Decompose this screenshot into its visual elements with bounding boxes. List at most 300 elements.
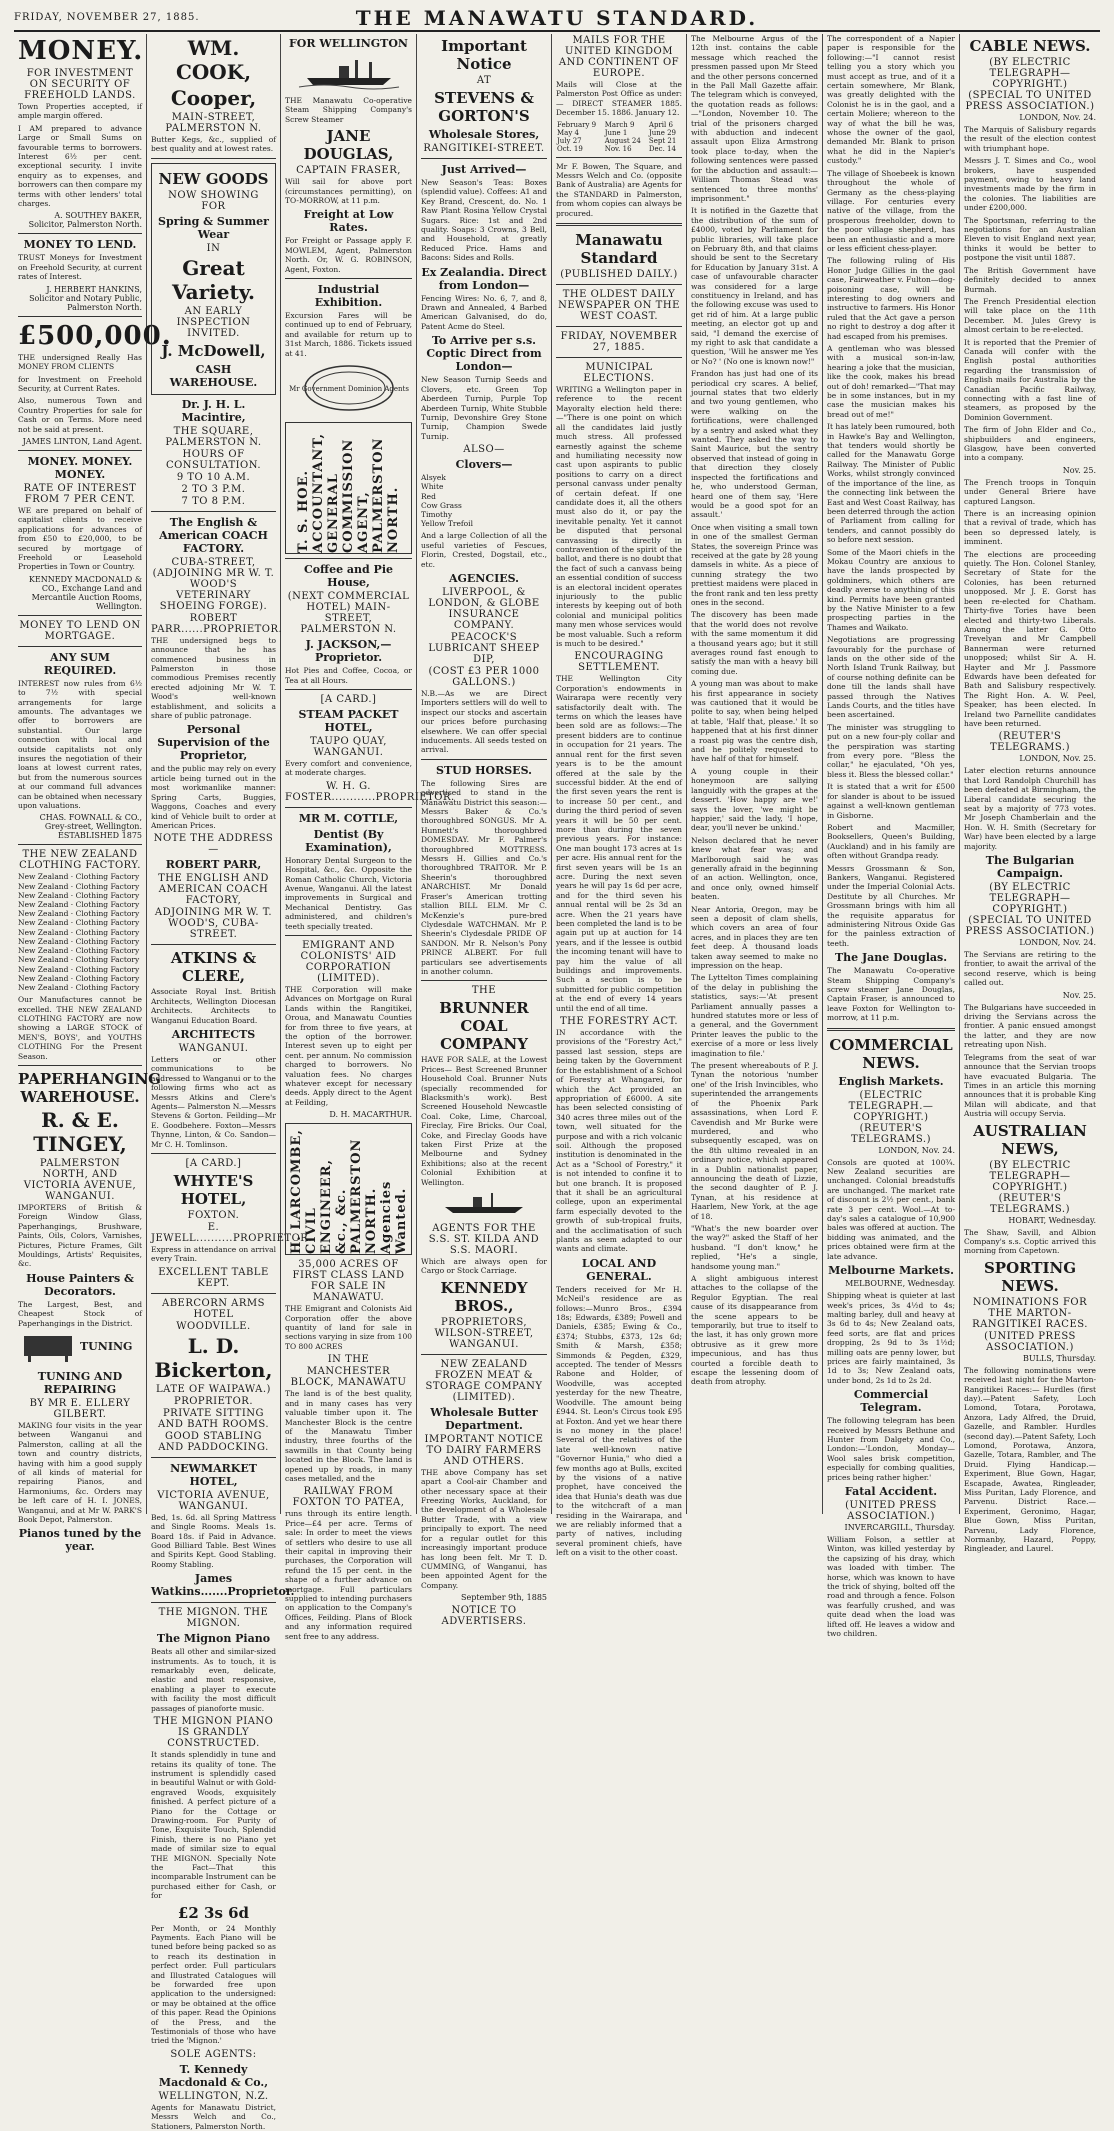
doctor-name: Dr. J. H. L. Macintire, [181, 397, 246, 424]
divider [285, 689, 412, 690]
double-divider [827, 1028, 955, 1031]
kennedy-bros: KENNEDY BROS., [440, 1278, 528, 1315]
sept-date: September 9th, 1885 [461, 1593, 547, 1603]
paragraph: A young couple in their honeymoon are sallying languidly with the grapes at the dessert. 'How happy are we!' says the lover, 'we might be happier,' said the lady, 'I hope, dear, you'll never be unkind.' [691, 766, 818, 833]
brunner-heading: BRUNNER COAL COMPANY [439, 999, 529, 1054]
mortgage-line: MONEY TO LEND ON MORTGAGE. [19, 619, 141, 642]
nominations-heading: NOMINATIONS FOR THE MARTON-RANGITIKEI RACES. [972, 1296, 1088, 1330]
newmarket-heading: NEWMARKET HOTEL, [170, 1461, 257, 1488]
table-row [556, 145, 682, 153]
divider [556, 284, 682, 285]
cell: Nov. 16 [604, 144, 632, 153]
liverpool: LIVERPOOL, & LONDON, & GLOBE INSURANCE COMPANY. [428, 586, 540, 631]
local-text: Tenders received for Mr H. McNeil's residence are as follows:—Munro Bros., £394 18s; Edwards, £389; Powell and Daniels, £385; Ewing & Co., £374; Stubbs, £373, 12s 6d; Smith & Marsh, £358; Simmonds & Pegden, £329, accepted. The tender of Messrs Rabone and Holder, of Woodville, was accepted yesterday for the new Theatre, Woodville. The amount being £944. St. Leon's Circus took £95 at Foxton. And yet we hear there is no money in the place! Several of the relatives of the late well-known native "Governor Hunia," who died a few months ago at Bulls, excited by the visions of a native prophet, have conceived the idea that Hunia's death was due to the witchcraft of a man residing in the Wairarapa, and we are reliably informed that a party of natives, including several prominent chiefs, have left on a visit to the other coast. [556, 1284, 682, 1558]
paragraph: It has lately been rumoured, both in Hawke's Bay and Wellington, that tenders would shortly be called for the Manawatu Gorge Railway. The Minister of Public Works, whilst strongly convinced of the importance of the line, as the connecting link between the East and West Coast Railway, has been deterred through the action of Parliament from calling for tenders, and cannot possibly do so before next session. [827, 422, 955, 545]
abercorn-heading: ABERCORN ARMS HOTEL [161, 1297, 266, 1320]
packet-text: Every comfort and convenience, at moderate charges. [285, 758, 412, 778]
coach-heading: The English & American COACH FACTORY. [159, 515, 268, 555]
mmm-signature: KENNEDY MACDONALD & CO., Exchange Land and Mercantile Auction Rooms, Wellington. [28, 574, 142, 611]
mmm-sub: RATE OF INTEREST FROM 7 PER CENT. [23, 482, 137, 505]
jackson-proprietor: J. JACKSON,— Proprietor. [305, 638, 392, 665]
exhibition-text: Excursion Fares will be continued up to end of February, and available for return up to 31st March, 1886. Tickets issued at 41. [285, 311, 412, 358]
manchester-block: MANCHESTER BLOCK, MANAWATU [290, 1366, 407, 1389]
divider [285, 558, 412, 559]
mignon-header: THE MIGNON. THE MIGNON. [158, 1607, 269, 1630]
cable-sub: (BY ELECTRIC TELEGRAPH—COPYRIGHT.) (SPECIAL TO UNITED PRESS ASSOCIATION.) [965, 57, 1095, 112]
paragraph: Negotiations are progressing favourably for the purchase of lands on the other side of the North Island Trunk Railway, but of course nothing definite can be done till the lands shall have passed through the Natives Lands Courts, and the titles have been ascertained. [827, 635, 955, 720]
paragraph: Nelson declared that he never knew what fear was; and Marlborough said he was generally afraid in the beginning of an action. Wellington, once, and once only, owned himself beaten. [691, 835, 818, 902]
piano-illustration-icon [18, 1332, 142, 1366]
arrived-text: New Season's Teas: Boxes (splendid value). Coffees: A1 and Key Brand, Crescent, do. No. 1 Raw Plant Rosina Yellow Crystal Sugars. Rice: 1st and 2nd quality. Soaps: 3 Crowns, 3 Bell, and Household, at greatly Reduced Price. Hams and Bacons: Sides and Rolls. [421, 178, 547, 263]
brunner-text: HAVE FOR SALE, at the Lowest Prices— Best Screened Brunner Household Coal. Brunner Nuts (specially recommended for Blacksmith's work). Best Screened Household Newcastle Coal. Coke, Lime, Charcoal, Fireclay, Fire Bricks. Our Coal, Coke, and Fireclay Goods have taken First Prize at the Melbourne and Sydney Exhibitions; also at the recent Colonial Exhibition at Wellington. [421, 1055, 547, 1187]
local-heading: LOCAL AND GENERAL. [581, 1256, 657, 1283]
editorial-date: FRIDAY, NOVEMBER 27, 1885. [560, 331, 678, 354]
agents-text: Which are always open for Cargo or Stock Carriage. [421, 1257, 547, 1276]
divider [18, 1065, 142, 1066]
sporting-heading: SPORTING NEWS. [983, 1258, 1077, 1295]
nzcf-footer: Our Manufactures cannot be excelled. THE NEW ZEALAND CLOTHING FACTORY are now showing a LARGE STOCK of MEN'S, BOYS', and YOUTHS CLOTHING For the Present Season. [18, 995, 142, 1061]
column-7 [823, 34, 960, 1639]
divider [151, 511, 276, 512]
mignon-price: £2 3s 6d [177, 1903, 250, 1922]
cook-name: WM. COOK, [175, 36, 252, 84]
reuter-sub: (REUTER'S TELEGRAMS.) [990, 731, 1070, 754]
london-date: LONDON, Nov. 24. [1019, 113, 1096, 122]
press-sub: (UNITED PRESS ASSOCIATION.) [984, 1330, 1076, 1353]
hours-item: 7 TO 8 P.M. [181, 495, 246, 507]
sum-signature: CHAS. FOWNALL & CO., Grey-street, Wellington. ESTABLISHED 1875 [39, 813, 142, 841]
inspection-text: AN EARLY INSPECTION INVITED. [176, 305, 251, 339]
agents-heading: AGENTS FOR THE S.S. ST. KILDA AND S.S. MAORI. [428, 1223, 540, 1257]
in-the: IN THE [327, 1354, 370, 1366]
ship-icon [421, 1191, 547, 1219]
agencies-heading: AGENCIES. [448, 571, 520, 585]
atkins-city: WANGANUI. [178, 1042, 249, 1054]
acres-text: THE Emigrant and Colonists Aid Corporation offer the above quantity of land for sale in sections varying in size from 100 TO 800 ACRES [285, 1304, 412, 1351]
clovers-text: And a large Collection of all the useful varieties of Fescues, Florin, Crested, Dogstail, etc., etc. [421, 531, 547, 569]
exhibition-heading: Industrial Exhibition. [314, 283, 383, 310]
coach-heading-2: THE ENGLISH AND AMERICAN COACH FACTORY, [158, 873, 269, 907]
divider [285, 935, 412, 936]
goods-season: Spring & Summer Wear [158, 214, 269, 241]
whyte-city: FOXTON. [187, 1210, 240, 1221]
municipal-heading: MUNICIPAL ELECTIONS. [583, 362, 655, 385]
tingey-text: IMPORTERS of British & Foreign Window Glass, Paperhangings, Brushware, Paints, Oils, Colors, Varnishes, Pictures, Picture Frames, Gilt Mouldings, Artists' Requisites, &c. [18, 1202, 142, 1269]
list-item: Yellow Trefoil [421, 519, 473, 529]
divider [151, 1153, 276, 1154]
paragraph: Some of the Maori chiefs in the Mokau Country are anxious to have the lands prospected by goldminers, which others are deadly averse to anything of this kind. Permits have been granted by the Native Minister to a few prospecting parties in the Thames and Waikato. [827, 547, 955, 632]
mignon-text-3: Per Month, or 24 Monthly Payments. Each Piano will be tuned before being packed so as to reach its destination in perfect order. Full particulars and Illustrated Catalogues will be forwarded free upon application to the undersigned: or may be obtained at the office of this paper. Read the Opinions of the Press, and the Testimonials of those who have tried the 'Mignon.' [151, 1923, 276, 2046]
mignon-sub: THE MIGNON PIANO IS GRANDLY CONSTRUCTED. [153, 1716, 274, 1750]
also-label: ALSO— [463, 444, 505, 456]
goods-heading: NEW GOODS [158, 169, 269, 188]
paragraph: It is reported that the Premier of Canada will confer with the English postal authorities regarding the transmission of English mails for Australia by the Canadian Pacific Railway, connecting with a fast line of steamers, as proposed by the Dominion Government. [964, 337, 1096, 422]
money-signature: A. SOUTHEY BAKER, Solicitor, Palmerston North. [28, 211, 142, 230]
double-divider [556, 223, 682, 226]
paragraph: The Servians are retiring to the frontier, to await the arrival of the second reserve, which is being called out. [964, 950, 1096, 988]
table-row [556, 121, 682, 129]
jane-text: The Manawatu Co-operative Steam Shipping Company's screw steamer Jane Douglas, Captain Fraser, is announced to leave Foxton for Wellington to-morrow, at 11 p.m. [827, 966, 955, 1023]
divider [151, 944, 276, 945]
paragraph: The following ruling of His Honor Judge Gillies in the gaol case, Fairweather v. Fulton—dog-poisoning case, will be interesting to dog owners and instructive to farmers. His Honor ruled that the Act gave a person no right to destroy a dog after it had escaped from his premises. [827, 256, 955, 341]
divider [18, 844, 142, 845]
paragraph: The elections are proceeding quietly. The Hon. Colonel Stanley, Secretary of State for the Colonies, has been returned unopposed. Mr J. E. Gorst has been re-elected for Chatham. Thirty-five Tories have been elected and thirty-two Liberals. Among the latter G. Otto Trevelyan and Mr Campbell Bannerman were returned unopposed; whilst Sir A. H. Hayter and Mr J. Passmore Edwards have been defeated for Bath and Salisbury respectively. The Right Hon. A. W. Peel, Speaker, has been elected. In Ireland two Parnellite candidates have been returned. [964, 549, 1096, 728]
list-item: New Zealand · Clothing Factory [18, 909, 140, 919]
steam-text: THE Manawatu Co-operative Steam Shipping Company's Screw Steamer [285, 96, 412, 124]
kennedy-address: PROPRIETORS, WILSON-STREET, WANGANUI. [434, 1316, 534, 1350]
card-label: [A CARD.] [320, 693, 377, 705]
cell: June 1 [604, 128, 628, 137]
list-item: New Zealand · Clothing Factory [18, 900, 140, 910]
paragraph: The firm of John Elder and Co., shipbuilders and engineers, Glasgow, have been converted into a company. [964, 425, 1096, 463]
column-5 [552, 34, 687, 1558]
bickerton-name: L. D. Bickerton, [154, 1333, 273, 1382]
coach-text-2: and the public may rely on every article being turned out in the most workmanlike manner: Spring Carts, Buggies, Waggons, Coaches and every kind of Vehicle built to order at American Prices. [151, 764, 276, 830]
lend-text: TRUST Moneys for Investment on Freehold Security, at current rates of Interest. [18, 253, 142, 282]
sum-text: INTEREST now rules from 6½ to 7½ with special arrangements for large amounts. The advantages we offer to borrowers are substantial. Our large connection with local and outside capitalists not only insures the negotiation of their loans at lowest current rates, but from the numerous sources at our command full advances can be obtained when necessary upon valuations. [18, 678, 142, 811]
newspaper-title: THE MANAWATU STANDARD. [355, 6, 759, 30]
oldest-paper: THE OLDEST DAILY NEWSPAPER ON THE WEST COAST. [558, 289, 680, 323]
london-date: LONDON, Nov. 24. [878, 1145, 955, 1155]
clover-list [421, 473, 547, 528]
private-rooms: PRIVATE SITTING AND BATH ROOMS. [157, 1407, 270, 1430]
peacock: PEACOCK'S LUBRICANT SHEEP DIP, [428, 631, 540, 665]
paragraph: The Bulgarians have succeeded in driving the Servians across the frontier. A panic ensued amongst the latter, and they are now retreating upon Nish. [964, 1002, 1096, 1050]
macdonald-city: WELLINGTON, N.Z. [158, 2090, 269, 2102]
goods-sub: NOW SHOWING FOR [168, 189, 259, 212]
hours-heading: HOURS OF CONSULTATION. [165, 448, 262, 471]
paragraph: It is stated that a writ for £500 for slander is about to be issued against a well-known gentleman in Gisborne. [827, 782, 955, 820]
hours-item: 2 TO 3 P.M. [181, 483, 246, 495]
list-item: New Zealand · Clothing Factory [18, 890, 140, 900]
steam-text-2: Will sail for above port (circumstances permitting), on TO-MORROW, at 11 p.m. [285, 177, 412, 206]
paragraph: Messrs J. T. Simes and Co., wool brokers, have suspended payment, owing to heavy land investments made by the firm in the colonies. The liabilities are under £200,000. [964, 156, 1096, 213]
divider [18, 646, 142, 647]
cable-heading: CABLE NEWS. [969, 37, 1091, 55]
list-item: New Zealand · Clothing Factory [18, 955, 140, 965]
svg-text:TUNING: TUNING [80, 1340, 133, 1354]
list-item: New Zealand · Clothing Factory [18, 881, 140, 891]
list-item: White [421, 482, 444, 492]
emigrant-heading: EMIGRANT AND COLONISTS' AID CORPORATION (LIMITED). [300, 939, 397, 984]
amount-text-1: THE undersigned Really Has MONEY FROM CLIENTS [18, 352, 142, 372]
paragraph: Frandon has just had one of its periodical cry scares. A belief, journal states that two elderly and two young gentlemen, who were walking on the fortifications, were challenged by a sentry and asked what they wanted. They asked the way to Saint Maurice, but the sentry observed that instead of going in that direction they closely inspected the fortifications and he, who understood German, heard one of them say, 'Here would be a good spot for an assault.' [691, 369, 818, 520]
cook-text: Butter Kegs, &c., supplied of best quality and at lowest rates. [151, 135, 276, 154]
paragraph: Robert and Macmiller, Booksellers, Queen's Building, (Auckland) and in his family are often without Grandpa ready. [827, 822, 955, 861]
divider [556, 326, 682, 327]
painters-text: The Largest, Best, and Cheapest Stock of Paperhangings in the District. [18, 1299, 142, 1328]
railway-heading: RAILWAY FROM FOXTON TO PATEA, [292, 1486, 405, 1509]
mmm-heading: MONEY. MONEY. MONEY. [27, 454, 133, 481]
column-2 [147, 34, 312, 2131]
divider [18, 316, 142, 317]
fatal-text: William Folson, a settler at Winton, was killed yesterday by the capsizing of his dray, which was loaded with timber. The horse, which was known to have the trick of shying, bolted off the road and through a fence. Folson was fearfully crushed, and was quite dead when the load was lifted off. He leaves a widow and two children. [827, 1535, 955, 1639]
list-item: New Zealand · Clothing Factory [18, 973, 140, 983]
money-heading: MONEY. [18, 36, 144, 66]
note-address: NOTE THE ADDRESS— [153, 833, 274, 856]
variety-heading: Great Variety. [171, 255, 256, 304]
jewell-proprietor: E. JEWELL..........PROPRIETOR. [151, 1222, 312, 1244]
hobart-date: HOBART, Wednesday. [1008, 1215, 1096, 1225]
encouraging-heading: ENCOURAGING SETTLEMENT. [574, 651, 664, 674]
table-row [556, 137, 682, 145]
tuning-text: MAKING four visits in the year between Wanganui and Palmerston, calling at all the town and country districts, having with him a good supply of all kinds of material for repairing Pianos, and Harmoniums, &c. Orders may be left care of H. I. JONES, Wanganui, and at Mr W. PARK'S Book Depot, Palmerston. [18, 1421, 142, 1525]
paragraph: The French troops in Tonquin under General Briere have captured Langson. [964, 477, 1096, 506]
paragraph: Messrs Grossmann & Son, Bankers, Wanganui. Registered under the Imperial Colonial Acts. Destitute by all Churches. Mr Grossmann brings with him all the requisite apparatus for administering Nitrous Oxide Gas for the painless extraction of teeth. [827, 863, 955, 948]
list-item: Timothy [421, 509, 453, 519]
mail-schedule [556, 121, 682, 153]
cell: Sept 21 [648, 136, 677, 145]
mignon-heading: The Mignon Piano [156, 1632, 271, 1646]
cook-address: MAIN-STREET, PALMERSTON N. [165, 112, 262, 134]
tuning-heading: TUNING AND REPAIRING [37, 1370, 123, 1397]
masthead [14, 6, 1100, 32]
coffee-address: (NEXT COMMERCIAL HOTEL) MAIN-STREET, PALMERSTON N. [287, 591, 410, 636]
australian-heading: AUSTRALIAN NEWS, [973, 1121, 1087, 1158]
divider [18, 450, 142, 451]
commercial-tel-text: The following telegram has been received by Messrs Bethune and Hunter from Dalgety and Co., London:—'London, Monday—Wool sales brisk competition, especially for combing qualities, prices being rather higher.' [827, 1416, 955, 1482]
fatal-heading: Fatal Accident. [844, 1485, 938, 1498]
at-label: AT [476, 75, 492, 86]
stud-heading: STUD HORSES. [436, 763, 532, 777]
personal-supervision: Personal Supervision of the Proprietor, [157, 723, 270, 763]
divider [18, 233, 142, 234]
paragraph: The correspondent of a Napier paper is responsible for the following:—"I cannot resist telling you a story which you must accept as true, and of it a certain somewhere, Mr Blank, was greatly delighted with the Colonist he is in the gaol, and a certain Moliere; whereon to the way of what the bill he was, whose the owner of the gaol, demanded Mr. Blank to prison what he did in the Napier's custody." [827, 34, 955, 166]
cell: May 4 [557, 128, 579, 137]
london2-date: LONDON, Nov. 25. [1019, 754, 1096, 764]
bickerton-late: LATE OF WAIPAWA.) [156, 1383, 271, 1395]
money-sub: FOR INVESTMENT ON SECURITY OF FREEHOLD LANDS. [24, 68, 136, 101]
architects-heading: ARCHITECTS [171, 1027, 256, 1041]
captain: CAPTAIN FRASER, [296, 165, 401, 177]
stevens-gorton: STEVENS & GORTON'S [434, 89, 534, 125]
paragraph: Later election returns announce that Lord Randolph Churchill has been defeated at Birmingham, the Liberal candidate securing the seat by a majority of 773 votes. Mr Joseph Chamberlain and the Hon. W. H. Smith (Secretary for War) have been elected by a large majority. [964, 766, 1096, 851]
divider [421, 759, 547, 760]
divider [151, 1602, 276, 1603]
divider [556, 357, 682, 358]
paragraph: There is an increasing opinion that a revival of trade, which has been so depressed lately, is imminent. [964, 509, 1096, 547]
paragraph: The Lyttelton Times complaining of the delay in publishing the statistics, says:—'At present Parliament annually passes a hundred statutes more or less of a general, and the Government Printer leaves the public to the exercise of a more or less lively imagination to file.' [691, 973, 818, 1058]
list-item: New Zealand · Clothing Factory [18, 946, 140, 956]
tingey-sub: PALMERSTON NORTH, AND VICTORIA AVENUE, WANGANUI. [23, 1157, 137, 1202]
australian-sub: (BY ELECTRIC TELEGRAPH—COPYRIGHT.) (REUTER'S TELEGRAMS.) [989, 1159, 1071, 1215]
tuning-footer: Pianos tuned by the year. [18, 1527, 142, 1554]
paragraph: The following nominations were received last night for the Marton-Rangitikei Races:— Hurdles (first day).—Patent Safety, Loch Lomond, Totara, Porotawa, Anzora, Lady Alfred, the Druid, Gazelle, and Rambler. Hurdles (second day).—Patent Safety, Loch Lomond, Porotawa, Anzora, Gazelle, Totara, Rambler, and The Druid. Flying Handicap.—Experiment, Blue Gown, Hagar, Escapade, Awatea, Ringleader, Miss Puritan, Lady Florence, and Parvenu. District Race.—Experiment, Geronimo, Hagar, Blue Gown, Miss Puritan, Parvenu, Lady Florence, Normanby, Hazard, Poppy, Ringleader, and Laurel. [964, 1365, 1096, 1554]
clovers-heading: Clovers— [455, 458, 513, 472]
newmarket-text: Bed, 1s. 6d. all Spring Mattress and Single Rooms. Meals 1s. Board 18s. if Paid in Advance. Good Billiard Table. Best Wines and Spirits Kept. Good Stabling. Roomy Stabling. [151, 1512, 276, 1569]
cook-trade: Cooper, [170, 86, 257, 110]
divider [421, 158, 547, 159]
larcombe-vertical-ad [285, 1123, 412, 1255]
divider [151, 1457, 276, 1458]
cell: February 9 [557, 120, 597, 129]
column-8 [960, 34, 1100, 1554]
jane-douglas: JANE DOUGLAS, [303, 127, 394, 164]
list-item: New Zealand · Clothing Factory [18, 927, 140, 937]
divider [151, 158, 276, 159]
wholesale-stores: Wholesale Stores, [428, 128, 540, 141]
paragraph: The British Government have definitely decided to annex Burmah. [964, 265, 1096, 294]
mignon-text: Beats all other and similar-sized instruments. As to touch, it is remarkably even, delicate, elastic and most responsive, enabling a player to execute with facility the most difficult passages of pianoforte music. [151, 1647, 276, 1713]
coach-address: CUBA-STREET, (ADJOINING MR W. T. WOOD'S VETERINARY SHOEING FORGE). [152, 556, 275, 612]
mails-text: Mails will Close at the Palmerston Post Office as under:— DIRECT STEAMER 1885. December 15. 1886. January 12. [556, 80, 682, 118]
frozen-heading: NEW ZEALAND FROZEN MEAT & STORAGE COMPANY (LIMITED). [425, 1358, 543, 1403]
published-daily: (PUBLISHED DAILY.) [560, 269, 678, 281]
commercial-tel-heading: Commercial Telegram. [853, 1388, 929, 1415]
freight-heading: Freight at Low Rates. [303, 208, 394, 235]
tuning-by: BY MR E. ELLERY GILBERT. [29, 1398, 131, 1421]
agents-stamp-icon [285, 362, 412, 418]
paper-heading: PAPERHANGING WAREHOUSE. [18, 1069, 161, 1106]
goods-in: IN [206, 242, 221, 254]
english-text: Consols are quoted at 100¾. New Zealand securities are unchanged. Colonial breadstuffs are unchanged. The market rate of discount is 2½ per cent., bank rate 3 per cent. Wool.—At to-day's sales a catalogue of 10,900 bales was offered at auction. The bidding was animated, and the prices obtained were firm at the late advance. [827, 1157, 955, 1261]
the-label: THE [471, 985, 497, 997]
jane-heading: The Jane Douglas. [834, 951, 948, 965]
list-item: Alsyek [421, 473, 446, 483]
paragraph: The Melbourne Argus of the 12th inst. contains the cable message which reached the pressmen passed upon Mr Steed and the other persons concerned in the Pall Mall Gazette affair. The telegram which is conveyed, the quotation reads as follows:—"London, November 10. The trial of the prisoners charged with abduction and indecent assault upon Eliza Armstrong took place to-day, when the following sentences were passed for the abduction and assault:—William Thomas Stead was sentenced to three months' imprisonment." [691, 34, 818, 203]
paragraph: A young man was about to make his first appearance in society was cautioned that it would be polite to say, when being helped at table, 'Half that, please.' It so happened that at his first dinner a roast pig was the centre dish, and he politely requested to have half of that for himself. [691, 679, 818, 764]
macdonald-footer: Agents for Manawatu District, Messrs Welch and Co., Stationers, Palmerston North. [151, 2102, 276, 2131]
foster-proprietor: W. H. G. FOSTER............PROPRIETOR. [285, 780, 455, 803]
bowen-notice: Mr F. Bowen, The Square, and Messrs Welch and Co. (opposite Bank of Australia) are Agents for the STANDARD in Palmerston, from whom copies can always be procured. [556, 161, 682, 218]
amount-text-2: for Investment on Freehold Security, at Current Rates. [18, 374, 142, 393]
paragraph: Telegrams from the seat of war announce that the Servian troops have evacuated Bulgaria. The Times in an article this morning announces that it is probable King Milan will abdicate, and that Austria will occupy Servia. [964, 1052, 1096, 1119]
list-item: Cow Grass [421, 500, 462, 510]
butter-heading: Wholesale Butter Department. [430, 1405, 538, 1432]
larcombe-text: H. LARCOMBE, CIVIL ENGINEER, &c., &c. PALMERSTON NORTH. Agencies Wanted. [288, 1129, 409, 1255]
paragraph: Once when visiting a small town in one of the smallest German States, the sovereign Prince was received at the gate by 28 young damsels in white. As a piece of cunning strategy the two prettiest maidens were placed in the front rank and ten less pretty ones in the second. [691, 522, 818, 607]
arrived-heading: Just Arrived— [441, 163, 527, 176]
hoe-vertical-ad [285, 422, 412, 554]
cottle-text: Honorary Dental Surgeon to the Hospital, &c., &c. Opposite the Roman Catholic Church, Victoria Avenue, Wanganui. All the latest improvements in Surgical and Mechanical Dentistry. Gas administered, and children's teeth specially treated. [285, 855, 412, 931]
dairy-text: THE above Company has set apart a Cool-air Chamber and other necessary space at their Freezing Works, Auckland, for the development of a Wholesale Butter Trade, with a view principally to export. The need for a regular outlet for this increasingly important produce has long been felt. Mr T. D. CUMMING, of Wanganui, has been appointed Agent for the Company. [421, 1467, 547, 1590]
paragraph: The village of Shoebeek is known throughout the whole of Germany as the chess-playing village. For centuries every native of the village, from the prosperous freeholder, down to the poor village shepherd, has been an enthusiastic and a more or less efficient chess-player. [827, 168, 955, 253]
divider [285, 807, 412, 808]
cell: July 27 [557, 136, 582, 145]
cottle-name: MR M. COTTLE, [298, 811, 399, 825]
amount-text-3: Also, numerous Town and Country Properties for sale for Cash or on Terms. More need not be said at present. [18, 396, 142, 434]
columns [14, 34, 1100, 2131]
editorial-masthead: Manawatu Standard [575, 231, 663, 268]
cell: April 6 [648, 120, 673, 129]
melbourne-heading: Melbourne Markets. [828, 1264, 954, 1278]
forestry-text: IN accordance with the provisions of the "Forestry Act," passed last session, steps are being taken by the Government for the establishment of a School of Forestry at Whangarei, for which the Act provided an appropriation of £6000. A site has been selected consisting of 340 acres three miles out of the town, well situated for the purpose and with a rich volcanic soil. Although the proposed institution is denominated in the Act as a "School of Forestry," it is not intended to confine it to but one branch. It is proposed that it shall be an agricultural college, upon an experimental farm especially devoted to the growth of sub-tropical fruits, and the acclimatisation of such plants as seem adapted to our wants and climate. [556, 1028, 682, 1254]
lend-heading: MONEY TO LEND. [23, 238, 137, 252]
english-sub: (ELECTRIC TELEGRAPH.—COPYRIGHT.) (REUTER'S TELEGRAMS.) [848, 1089, 934, 1145]
list-item: New Zealand · Clothing Factory [18, 936, 140, 946]
parr-name: ROBERT PARR, [165, 858, 262, 872]
money-text-2: I AM prepared to advance Large or Small Sums on favourable terms to borrowers. Interest 6½ per cent. exceptional security. I invite enquiry as to expenses, and borrowers can then compare my terms with other lenders' total charges. [18, 123, 142, 209]
coptic-text: New Season Turnip Seeds and Clovers, etc. Green Top Aberdeen Turnip, Purple Top Aberdeen Turnip, White Stubble Turnip, Devonshire Grey Stone Turnip, Champion Swede Turnip. [421, 375, 547, 441]
bulgarian-sub: (BY ELECTRIC TELEGRAPH—COPYRIGHT.) (SPECIAL TO UNITED PRESS ASSOCIATION.) [965, 882, 1095, 938]
paragraph: The present whereabouts of P. J. Tynan the notorious 'number one' of the Irish Invincibles, who superintended the arrangements of the Phoenix Park assassinations, when Lord F. Cavendish and Mr Burke were murdered, and who subsequently escaped, was on the 8th ultimo revealed in an ordinary notice, which appeared in a Dublin nationalist paper, announcing the death of Lizzie, the second daughter of P. J. Tynan, at his residence at Haarlem, New York, at the age of 18. [691, 1061, 818, 1221]
acres-text-2: The land is of the best quality, and in many cases has very valuable timber upon it. The Manchester Block is the centre of the Manawatu Timber industry, three fourths of the sawmills in that County being located in the Block. The land is opened up by roads, in many cases metalled, and the [285, 1389, 412, 1483]
atkins-text-2: Letters or other communications to be addressed to Wanganui or to the following firms who act as Messrs Atkins and Clere's Agents— Palmerston N.—Messrs Stevens & Gorton. Feilding—Mr E. Goodbehere. Foxton—Messrs Thynne, Linton, & Co. Sandon—Mr C. H. Tomlinson. [151, 1054, 276, 1149]
list-item: New Zealand · Clothing Factory [18, 964, 140, 974]
mignon-agents: SOLE AGENTS: [170, 2048, 257, 2060]
column-6 [687, 34, 823, 1514]
mails-heading: MAILS FOR THE UNITED KINGDOM AND CONTINENT OF EUROPE. [558, 35, 680, 79]
bulgarian-heading: The Bulgarian Campaign. [985, 854, 1075, 881]
nzcf-list [18, 872, 142, 992]
list-item: New Zealand · Clothing Factory [18, 918, 140, 928]
nov25b-date: Nov. 25. [1062, 990, 1096, 1000]
card-label: [A CARD.] [185, 1158, 242, 1169]
atkins-name: ATKINS & CLERE, [170, 949, 257, 986]
stabling: GOOD STABLING AND PADDOCKING. [158, 1430, 269, 1453]
list-item: New Zealand · Clothing Factory [18, 982, 140, 992]
divider [556, 157, 682, 158]
coptic-heading: To Arrive per s.s. Coptic Direct from London— [426, 334, 542, 374]
amount-signature: JAMES LINTON, Land Agent. [22, 436, 142, 446]
stamp-text: Mr Government Dominion Agents [288, 385, 409, 394]
column-4 [417, 34, 552, 1628]
packet-address: TAUPO QUAY, WANGANUI. [309, 735, 387, 758]
paragraph: Near Antoria, Oregon, may be seen a deposit of clam shells, which covers an area of four acres, and in places they are ten feet deep. A thousand loads taken away seemed to make no impression on the heap. [691, 904, 818, 970]
macarthur-signature: D. H. MACARTHUR. [329, 1110, 412, 1120]
coffee-heading: Coffee and Pie House, [303, 563, 394, 590]
emigrant-text: THE Corporation will make Advances on Mortgage on Rural Lands within the Rangitikei, Oroua, and Manawatu Counties for from three to five years, at the option of the borrower. Interest seven up to eight per cent. per annum. No commission charged to borrowers. No valuation fees. No charges whatever except for necessary deeds. Apply direct to the Agent at Feilding, [285, 984, 412, 1107]
fatal-date: INVERCARGILL, Thursday. [844, 1523, 955, 1532]
rangitikei-street: RANGITIKEI-STREET. [423, 143, 545, 154]
coach-adjoining: ADJOINING MR W. T. WOOD'S, CUBA-STREET. [154, 907, 273, 941]
list-item: Red [421, 491, 436, 501]
paragraph: The Marquis of Salisbury regards the result of the election contest with triumphant hope. [964, 125, 1096, 153]
lend-signature: J. HERBERT HANKINS, Solicitor and Notary Public, Palmerston North. [29, 284, 142, 312]
steamer-icon [285, 54, 412, 92]
peacock-cost: (COST £3 PER 1000 GALLONS.) [428, 665, 540, 688]
whyte-hotel: WHYTE'S HOTEL, [173, 1172, 254, 1208]
bulls-date: BULLS, Thursday. [1023, 1353, 1096, 1363]
divider [421, 1354, 547, 1355]
woodville: WOODVILLE. [176, 1320, 251, 1332]
acres-heading: 35,000 ACRES OF FIRST CLASS LAND FOR SALE IN MANAWATU. [292, 1259, 405, 1304]
forestry-heading: THE FORESTRY ACT. [559, 1016, 679, 1028]
cell: Dec. 14 [648, 144, 676, 153]
cell: June 29 [648, 128, 677, 137]
jewell-text: Express in attendance on arrival every Train. [151, 1245, 276, 1264]
paragraph: The Sportsman, referring to the negotiations for an Australian Eleven to visit England next year, thinks it would be better to postpone the visit until 1887. [964, 215, 1096, 263]
watkins-proprietor: James Watkins.......Proprietor. [151, 1572, 295, 1599]
zealandia-heading: Ex Zealandia. Direct from London— [421, 265, 547, 292]
table-row [556, 129, 682, 137]
cell: Oct. 19 [557, 144, 583, 153]
painters-heading: House Painters & Decorators. [26, 1271, 134, 1298]
hoe-text: T. S. HOE. ACCOUNTANT, GENERAL COMMISSION AGENT, PALMERSTON NORTH. [296, 433, 401, 554]
commercial-heading: COMMERCIAL NEWS. [829, 1035, 953, 1072]
paragraph: The minister was struggling to put on a new four-ply collar and the perspiration was starting from every pore. "Bless the collar," he ejaculated, "Oh yes, bless it. Bless the blessed collar." [827, 722, 955, 779]
dentist-heading: Dentist (By Examination), [305, 827, 392, 854]
notice-heading: Important Notice [441, 37, 527, 73]
melbourne-text: Shipping wheat is quieter at last week's prices, 3s 4½d to 4s; malting barley, dull and heavy at 3s 6d to 4s; New Zealand oats, feed sorts, are flat and prices dropping, 2s 9d to 3s 1½d; milling oats are penny lower, but prices are fairly maintained, 3s 1d to 3s; New Zealand oats, under bond, 2s 1d to 2s 2d. [827, 1291, 955, 1385]
paragraph: The discovery has been made that the world does not revolve with the same momentum it did a thousand years ago; but it still averages round fast enough to satisfy the man with a heavy bill coming due. [691, 610, 818, 676]
mcdowell-name: J. McDowell, [161, 341, 266, 360]
municipal-text: WRITING a Wellington paper in reference to the recent Mayoralty election held there:—"There is one point on which all the candidates laid justly much stress. All professed earnestly against the scheme and humiliating necessity now cast upon aspirants to public positions to carry on a direct personal canvass under penalty of certain defeat. If one candidate does it, all the others must also do it, or pay the inevitable penalty. Yet it cannot be disputed that personal canvassing is directly in contravention of the spirit of the ballot, and there is no doubt that the fact of such a canvass being an essential condition of success is an electoral incident operates injuriously to the public interests by keeping out of both colonial and municipal politics many men whose services would be most valuable. Such a reform is much to be desired." [556, 385, 682, 649]
tingey-name: R. & E. TINGEY, [33, 1107, 127, 1156]
nb-text: N.B.—As we are Direct Importers settlers will do well to inspect our stocks and ascertain our prices before purchasing elsewhere. We can offer special inducements. All seeds tested on arrival. [421, 688, 547, 755]
zealandia-text: Fencing Wires: No. 6, 7, and 8, Drawn and Annealed, 4 Barbed American Galvanised, do do, Patent Acme do Steel. [421, 293, 547, 331]
wellington-heading: FOR WELLINGTON [289, 37, 408, 50]
paragraph: "What's the new boarder over the way?" asked the Staff of her husband. "I don't know," he replied, "He's a single, handsome young man." [691, 1223, 818, 1271]
dairy-heading: IMPORTANT NOTICE TO DAIRY FARMERS AND OTHERS. [424, 1433, 544, 1467]
doctor-address: THE SQUARE, PALMERSTON N. [165, 425, 262, 448]
freight-text: For Freight or Passage apply F. MOWLEM, Agent, Palmerston North. Or, W. G. ROBINSON, Agent, Foxton. [285, 236, 412, 274]
list-item: New Zealand · Clothing Factory [18, 872, 140, 882]
acres-text-3: runs through its entire length. Price—£4 per acre. Terms of sale: In order to meet the views of settlers who desire to use all their capital in improving their purchases, the Corporation will refund the 15 per cent. in the shape of a further advance on mortgage. Full particulars supplied to intending purchasers on application to the Company's Offices, Feilding. Plans of Block and any information required sent free to any address. [285, 1509, 412, 1641]
mmm-text: WE are prepared on behalf of capitalist clients to receive applications for advances of from £50 to £20,000, to be secured by mortgage of Freehold or Leasehold Properties in Town or Country. [18, 505, 142, 572]
hours-item: 9 TO 10 A.M. [176, 471, 251, 483]
divider [285, 278, 412, 279]
